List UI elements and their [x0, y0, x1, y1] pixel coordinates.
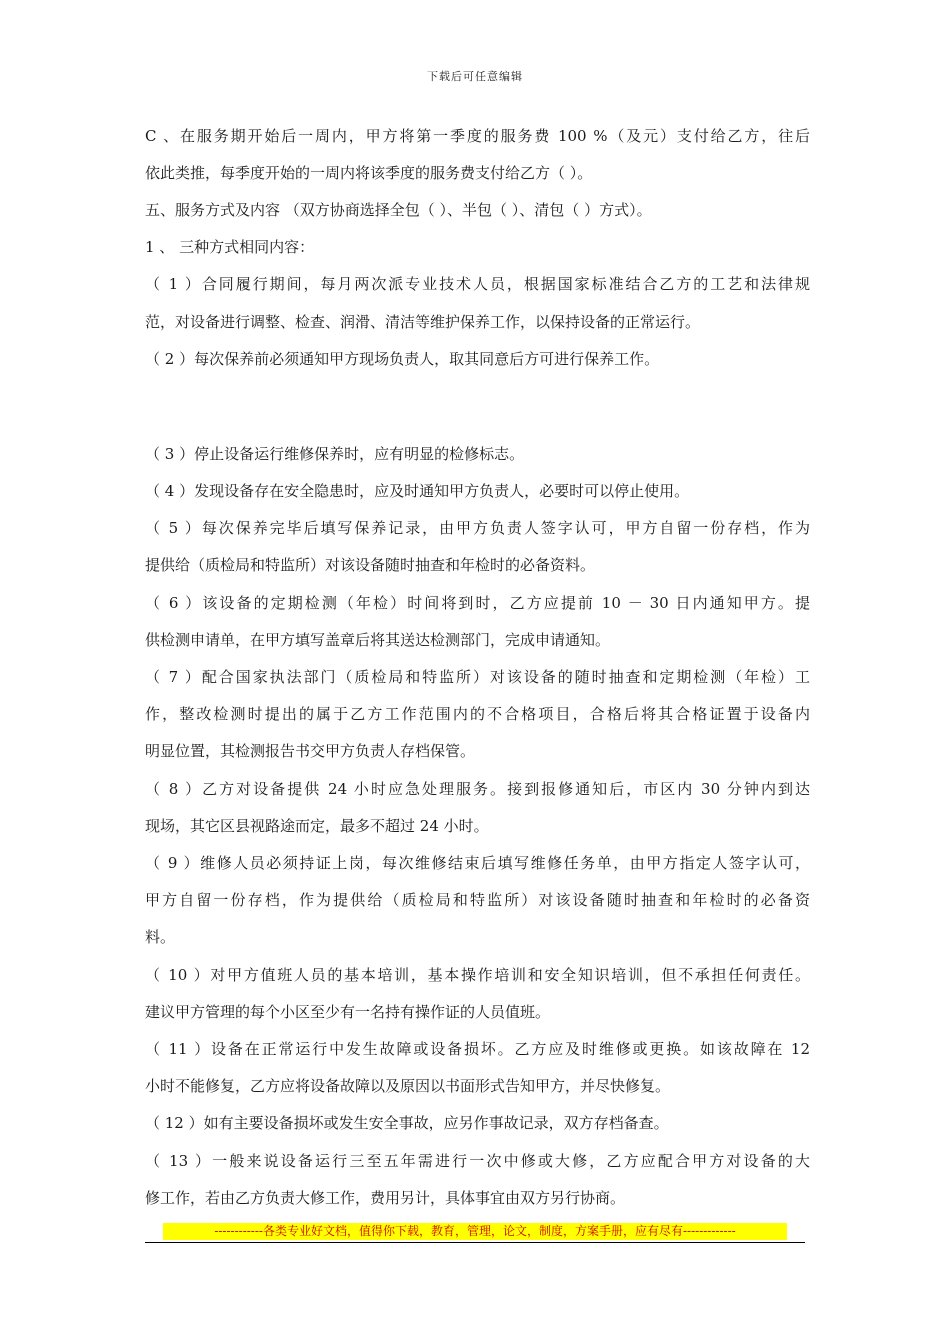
text-line: 供检测申请单，在甲方填写盖章后将其送达检测部门，完成申请通知。 [145, 631, 611, 649]
text-line: 料。 [145, 928, 176, 946]
text-line: 范，对设备进行调整、检查、润滑、清洁等维护保养工作，以保持设备的正常运行。 [145, 313, 701, 331]
text-line: （ 11 ）设备在正常运行中发生故障或设备损坏。乙方应及时维修或更换。如该故障在 12 [145, 1040, 810, 1058]
text-line: 作，整改检测时提出的属于乙方工作范围内的不合格项目，合格后将其合格证置于设备内 [145, 705, 810, 723]
text-line: （ 9 ）维修人员必须持证上岗，每次维修结束后填写维修任务单，由甲方指定人签字认可， [145, 854, 810, 872]
footer-rule [145, 1242, 805, 1243]
page-header: 下载后可任意编辑 [427, 70, 523, 83]
text-line: 提供给（质检局和特监所）对该设备随时抽查和年检时的必备资料。 [145, 556, 596, 574]
text-line: （ 6 ）该设备的定期检测（年检）时间将到时，乙方应提前 10 － 30 日内通知甲方。提 [145, 594, 810, 612]
text-line: 五、服务方式及内容 （双方协商选择全包（ ）、半包（ ）、清包（ ）方式）。 [145, 201, 652, 219]
text-line: （ 3 ）停止设备运行维修保养时，应有明显的检修标志。 [145, 445, 525, 463]
text-line: （ 7 ）配合国家执法部门（质检局和特监所）对该设备的随时抽查和定期检测（年检）工 [145, 668, 810, 686]
text-line: 建议甲方管理的每个小区至少有一名持有操作证的人员值班。 [145, 1003, 551, 1021]
text-line: 现场，其它区县视路途而定，最多不超过 24 小时。 [145, 817, 489, 835]
text-line: 依此类推，每季度开始的一周内将该季度的服务费支付给乙方（ ）。 [145, 164, 593, 182]
text-line: C 、在服务期开始后一周内，甲方将第一季度的服务费 100 %（及元）支付给乙方，往后 [145, 127, 810, 145]
text-line: （ 5 ）每次保养完毕后填写保养记录，由甲方负责人签字认可，甲方自留一份存档，作为 [145, 519, 810, 537]
text-line: （ 13 ）一般来说设备运行三至五年需进行一次中修或大修，乙方应配合甲方对设备的大 [145, 1152, 810, 1170]
text-line: （ 10 ）对甲方值班人员的基本培训，基本操作培训和安全知识培训，但不承担任何责任。 [145, 966, 810, 984]
text-line: （ 2 ）每次保养前必须通知甲方现场负责人，取其同意后方可进行保养工作。 [145, 350, 660, 368]
text-line: 1 、 三种方式相同内容： [145, 238, 315, 256]
text-line: （ 1 ）合同履行期间，每月两次派专业技术人员，根据国家标准结合乙方的工艺和法律规 [145, 275, 810, 293]
footer-banner: ------------各类专业好文档，值得你下载，教育，管理，论文，制度，方案手册，应有尽有------------- [163, 1223, 787, 1240]
text-line: （ 4 ）发现设备存在安全隐患时，应及时通知甲方负责人，必要时可以停止使用。 [145, 482, 690, 500]
text-line: 明显位置，其检测报告书交甲方负责人存档保管。 [145, 742, 476, 760]
text-line: 小时不能修复，乙方应将设备故障以及原因以书面形式告知甲方，并尽快修复。 [145, 1077, 671, 1095]
text-line: 甲方自留一份存档，作为提供给（质检局和特监所）对该设备随时抽查和年检时的必备资 [145, 891, 810, 909]
text-line: 修工作，若由乙方负责大修工作，费用另计，具体事宜由双方另行协商。 [145, 1189, 626, 1207]
text-line: （ 12 ）如有主要设备损坏或发生安全事故，应另作事故记录，双方存档备查。 [145, 1114, 669, 1132]
text-line: （ 8 ）乙方对设备提供 24 小时应急处理服务。接到报修通知后，市区内 30 分钟内到达 [145, 780, 810, 798]
